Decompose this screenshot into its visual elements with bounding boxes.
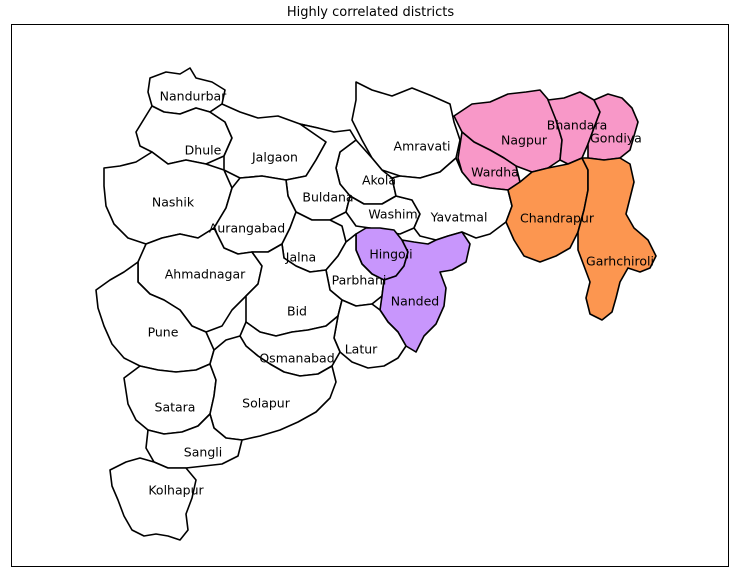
district-kolhapur[interactable] (110, 458, 196, 540)
district-label-kolhapur: Kolhapur (148, 482, 204, 498)
district-label-bhandara: Bhandara (546, 117, 608, 133)
district-label-hingoli: Hingoli (369, 246, 413, 262)
district-label-ahmadnagar: Ahmadnagar (164, 266, 246, 282)
district-label-dhule: Dhule (184, 142, 222, 158)
district-layer (96, 68, 656, 540)
district-label-solapur: Solapur (242, 395, 290, 411)
district-label-nanded: Nanded (390, 293, 440, 309)
district-label-parbhani: Parbhani (331, 272, 387, 288)
district-label-bid: Bid (287, 303, 307, 319)
district-label-amravati: Amravati (393, 138, 451, 154)
district-label-nagpur: Nagpur (501, 132, 547, 148)
district-label-aurangabad: Aurangabad (208, 220, 286, 236)
district-label-nashik: Nashik (151, 194, 195, 210)
district-garhchiroli[interactable] (578, 158, 656, 320)
district-label-satara: Satara (154, 399, 196, 415)
district-label-sangli: Sangli (183, 444, 223, 460)
district-label-washim: Washim (368, 206, 418, 222)
district-label-chandrapur: Chandrapur (520, 210, 594, 226)
district-label-pune: Pune (147, 324, 179, 340)
map-title: Highly correlated districts (286, 5, 455, 20)
district-label-wardha: Wardha (471, 164, 519, 180)
district-label-buldana: Buldana (302, 189, 354, 205)
district-label-jalna: Jalna (285, 249, 317, 265)
district-label-yavatmal: Yavatmal (430, 209, 488, 225)
district-label-gondiya: Gondiya (590, 130, 642, 146)
district-label-latur: Latur (344, 341, 378, 357)
district-label-garhchiroli: Garhchiroli (586, 253, 654, 269)
district-label-osmanabad: Osmanabad (259, 350, 335, 366)
district-label-jalgaon: Jalgaon (252, 149, 298, 165)
district-label-akola: Akola (361, 172, 397, 188)
district-label-nandurbar: Nandurbar (159, 88, 227, 104)
